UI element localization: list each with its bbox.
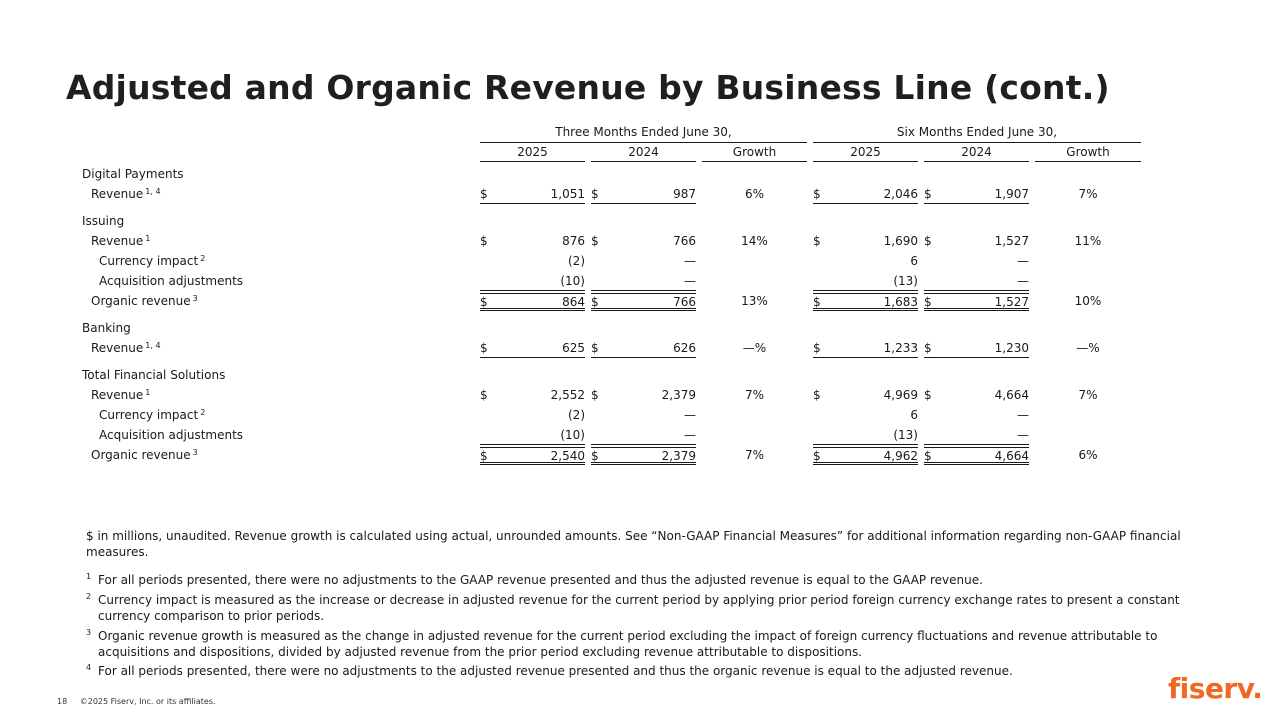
row-label-text: Acquisition adjustments [99, 428, 244, 442]
cell-q2025-dollar: $ [480, 234, 488, 248]
cell-q2024: 766 [613, 293, 696, 311]
cell-ytd2024-dollar: $ [924, 234, 932, 248]
col-header-2025-ytd: 2025 [813, 145, 918, 162]
cell-ytd2025: 1,233 [835, 340, 918, 358]
cell-ytd2025-dollar [813, 273, 835, 291]
cell-ytd2025: (13) [835, 427, 918, 445]
cell-ytd2025: 4,962 [835, 447, 918, 465]
cell-ytd2024: — [946, 427, 1029, 445]
cell-ytd2024: 1,527 [994, 234, 1029, 248]
section-label: Issuing [82, 214, 125, 228]
cell-q2025: (10) [502, 427, 585, 445]
row-label [91, 447, 198, 463]
cell-ytd2025: 4,969 [883, 388, 918, 402]
cell-q2024-dollar: $ [591, 234, 599, 248]
cell-q2025: 2,552 [550, 388, 585, 402]
row-label-text: Organic revenue [91, 294, 191, 308]
footnote-reference: 1 [145, 388, 151, 397]
footnote-text: For all periods presented, there were no adjustments to the adjusted revenue presented and thus the organic revenue is equal to the adjusted revenue. [98, 664, 1013, 678]
footnote-2 [86, 592, 1186, 624]
row-label [99, 407, 205, 423]
cell-ytd2025-dollar: $ [813, 234, 821, 248]
footnote-3 [86, 628, 1186, 660]
row-label [91, 186, 161, 202]
copyright-text: ©2025 Fiserv, Inc. or its affiliates. [79, 697, 216, 706]
cell-q2025-dollar: $ [480, 447, 502, 465]
row-label [91, 293, 198, 309]
cell-ytd2025-dollar [813, 427, 835, 445]
footnote-reference: 2 [200, 254, 206, 263]
cell-ytd2024-dollar: $ [924, 447, 946, 465]
cell-q2024-dollar: $ [591, 447, 613, 465]
cell-ytd2025: 6 [910, 408, 918, 422]
row-label [91, 340, 161, 356]
cell-q2024: — [684, 408, 696, 422]
row-label-text: Currency impact [99, 254, 199, 268]
cell-ytd2025-dollar: $ [813, 388, 821, 402]
cell-ytd2024-dollar [924, 427, 946, 445]
cell-q-growth [702, 427, 807, 445]
cell-ytd2024: 1,907 [946, 186, 1029, 204]
page-title: Adjusted and Organic Revenue by Business Line (cont.) [66, 68, 1110, 107]
footnote-text: Organic revenue growth is measured as the change in adjusted revenue for the current period excluding the impact of foreign currency fluctuations and revenue attributable to acquisitions and dispositions, divided by adjusted revenue from the prior period excluding revenue attributable to dispositions. [98, 629, 1158, 659]
row-label [91, 387, 150, 403]
col-header-2024-ytd: 2024 [924, 145, 1029, 162]
cell-q2025: (2) [568, 408, 585, 422]
cell-ytd2025-dollar: $ [813, 447, 835, 465]
row-label-text: Revenue [91, 234, 144, 248]
cell-q-growth: 6% [744, 187, 765, 201]
row-label-text: Revenue [91, 388, 144, 402]
cell-ytd2025-dollar [813, 253, 835, 271]
cell-q2024: 626 [613, 340, 696, 358]
cell-ytd-growth: —% [1076, 341, 1100, 355]
cell-ytd2025: 6 [910, 254, 918, 268]
col-header-2025-q: 2025 [480, 145, 585, 162]
cell-ytd2025: (13) [835, 273, 918, 291]
cell-q2025-dollar [480, 407, 502, 425]
cell-ytd2025-dollar: $ [813, 340, 835, 358]
cell-ytd2024-dollar: $ [924, 388, 932, 402]
cell-q2025: (10) [502, 273, 585, 291]
cell-ytd-growth: 7% [1078, 187, 1098, 201]
cell-q2025-dollar: $ [480, 388, 488, 402]
cell-q2024-dollar [591, 407, 613, 425]
cell-q2024: 2,379 [613, 447, 696, 465]
footnote-text: For all periods presented, there were no adjustments to the GAAP revenue presented and thus the adjusted revenue is equal to the GAAP revenue. [98, 573, 983, 587]
section-label: Digital Payments [82, 167, 184, 181]
row-label [99, 273, 243, 289]
cell-ytd2025-dollar [813, 407, 835, 425]
section-label: Banking [82, 321, 131, 335]
cell-q2024-dollar [591, 427, 613, 445]
cell-ytd2025-dollar: $ [813, 293, 835, 311]
cell-q2025-dollar: $ [480, 186, 502, 204]
col-header-growth-ytd: Growth [1035, 145, 1141, 162]
row-label [99, 253, 205, 269]
cell-q2025: 1,051 [502, 186, 585, 204]
footnote-mark: 1 [86, 572, 92, 581]
row-label-text: Revenue [91, 341, 144, 355]
cell-ytd2024-dollar [924, 253, 946, 271]
section-label: Total Financial Solutions [82, 368, 226, 382]
header-three-months: Three Months Ended June 30, [480, 125, 807, 143]
footnote-text: Currency impact is measured as the increase or decrease in adjusted revenue for the current period by applying prior period foreign currency exchange rates to present a constant currency comparison to prior periods. [98, 593, 1180, 623]
cell-ytd2025: 2,046 [835, 186, 918, 204]
cell-q2024-dollar: $ [591, 340, 613, 358]
cell-ytd-growth [1035, 253, 1141, 271]
cell-ytd-growth [1035, 273, 1141, 291]
cell-ytd-growth: 11% [1074, 234, 1102, 248]
footnote-mark: 2 [86, 592, 92, 601]
footnote-reference: 3 [192, 448, 198, 457]
footnote-reference: 1, 4 [145, 187, 161, 196]
cell-ytd2025: 1,683 [835, 293, 918, 311]
cell-ytd2024: — [1017, 408, 1029, 422]
row-label [91, 233, 150, 249]
cell-q2024: — [613, 427, 696, 445]
cell-q2025: 864 [502, 293, 585, 311]
cell-q2024: 987 [613, 186, 696, 204]
footnote-1 [86, 572, 1186, 588]
footnote-reference: 1 [145, 234, 151, 243]
cell-q2024-dollar [591, 273, 613, 291]
cell-q2025: 876 [562, 234, 585, 248]
page-footer [57, 697, 226, 706]
cell-q-growth: 7% [744, 448, 765, 462]
footnote-mark: 3 [86, 628, 92, 637]
cell-ytd2024-dollar: $ [924, 186, 946, 204]
cell-ytd-growth [1035, 407, 1141, 425]
page-number: 18 [57, 697, 68, 706]
cell-ytd2024-dollar: $ [924, 293, 946, 311]
cell-q2025-dollar [480, 273, 502, 291]
fiserv-logo: fiserv. [1168, 672, 1263, 705]
cell-q2025-dollar [480, 253, 502, 271]
row-label-text: Currency impact [99, 408, 199, 422]
cell-ytd2024: 4,664 [994, 388, 1029, 402]
footnote-reference: 3 [192, 294, 198, 303]
footnote-reference: 2 [200, 408, 206, 417]
footnote-mark: 4 [86, 663, 92, 672]
cell-q-growth [702, 273, 807, 291]
cell-ytd2024: — [1017, 254, 1029, 268]
cell-q-growth: 13% [741, 294, 768, 308]
cell-q-growth: 7% [744, 388, 765, 402]
row-label [99, 427, 243, 443]
cell-ytd2024: 1,527 [946, 293, 1029, 311]
row-label-text: Acquisition adjustments [99, 274, 244, 288]
cell-q2024-dollar: $ [591, 293, 613, 311]
cell-q2025: (2) [568, 254, 585, 268]
cell-ytd-growth: 10% [1074, 294, 1102, 308]
cell-ytd2025: 1,690 [883, 234, 918, 248]
cell-ytd2024: 1,230 [946, 340, 1029, 358]
cell-ytd2024: — [946, 273, 1029, 291]
col-header-growth-q: Growth [702, 145, 807, 162]
cell-q2025-dollar: $ [480, 293, 502, 311]
cell-ytd-growth: 6% [1078, 448, 1098, 462]
cell-q-growth: —% [742, 341, 767, 355]
footnote-4 [86, 663, 1186, 679]
cell-q-growth [702, 253, 807, 271]
cell-q2024-dollar: $ [591, 186, 613, 204]
footnote-reference: 1, 4 [145, 341, 161, 350]
cell-ytd-growth [1035, 427, 1141, 445]
cell-q2025: 625 [502, 340, 585, 358]
cell-q2024-dollar [591, 253, 613, 271]
cell-q2024: 2,379 [661, 388, 696, 402]
cell-q2024: — [684, 254, 696, 268]
row-label-text: Revenue [91, 187, 144, 201]
cell-q2025-dollar: $ [480, 340, 502, 358]
row-label-text: Organic revenue [91, 448, 191, 462]
cell-q2024-dollar: $ [591, 388, 599, 402]
cell-q-growth: 14% [741, 234, 768, 248]
cell-ytd-growth: 7% [1078, 388, 1098, 402]
table-note: $ in millions, unaudited. Revenue growth is calculated using actual, unrounded amounts. See “Non-GAAP Financial Measures” for additional information regarding non-GAAP financial measures. [86, 529, 1181, 559]
header-six-months: Six Months Ended June 30, [813, 125, 1141, 143]
cell-ytd2024-dollar [924, 407, 946, 425]
col-header-2024-q: 2024 [591, 145, 696, 162]
cell-ytd2024: 4,664 [946, 447, 1029, 465]
cell-ytd2024-dollar [924, 273, 946, 291]
cell-q2024: — [613, 273, 696, 291]
cell-q2025: 2,540 [502, 447, 585, 465]
cell-q2025-dollar [480, 427, 502, 445]
cell-ytd2025-dollar: $ [813, 186, 835, 204]
cell-q2024: 766 [673, 234, 696, 248]
cell-q-growth [702, 407, 807, 425]
cell-ytd2024-dollar: $ [924, 340, 946, 358]
